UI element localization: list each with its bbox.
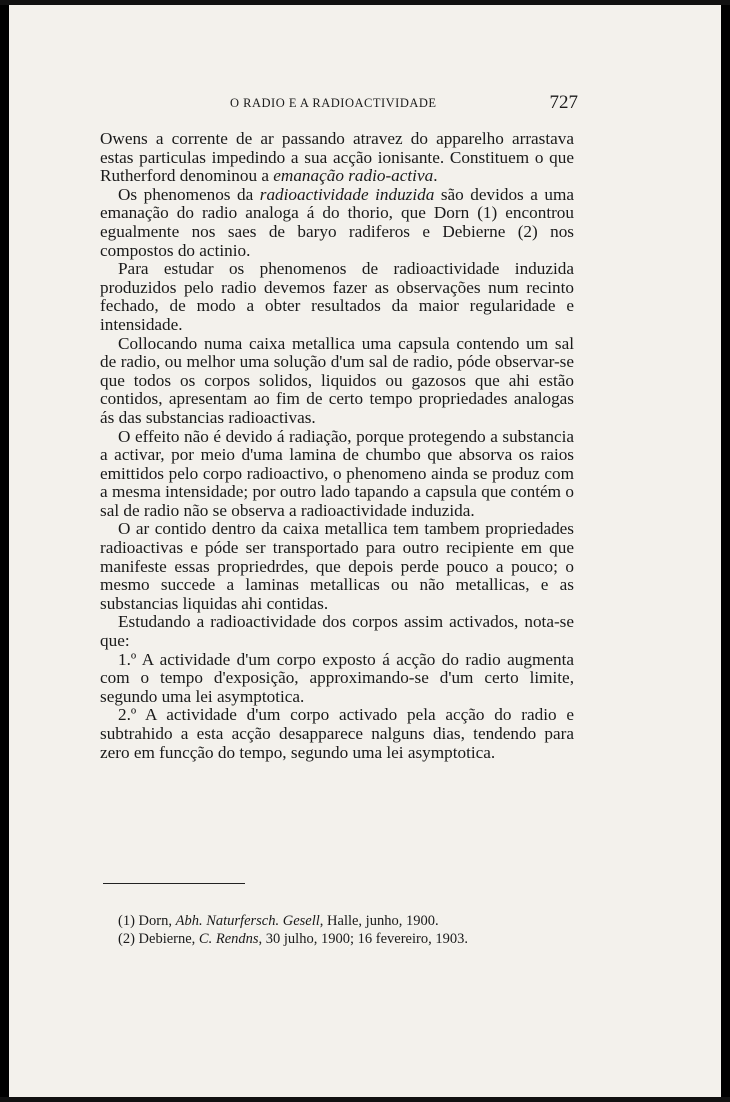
body-text [100,130,574,762]
text-run: (2) Debierne, [118,931,199,947]
text-run: , 30 julho, 1900; 16 fevereiro, 1903. [258,931,468,947]
paragraph [100,260,574,334]
scan-border-top [0,0,730,5]
text-run: Collocando numa caixa metallica uma capsula contendo um sal de radio, ou melhor uma solução d'um sal de radio, póde observar-se que todos os corpos solidos, liquidos ou gazosos que ahi estão contidos, apresentam ao fim de certo tempo propriedades analogas ás das substancias radioactivas. [100,333,574,427]
text-run: Estudando a radioactividade dos corpos assim activados, nota-se que: [100,612,574,651]
italic-text: radioactividade induzida [259,184,435,204]
running-title: O RADIO E A RADIOACTIVIDADE [230,96,437,110]
text-run: Os phenomenos da [118,184,260,204]
text-run: (1) Dorn, [118,913,176,929]
text-run: são devidos a uma emanação do radio analoga á do thorio, que Dorn (1) encontrou egualmente nos saes de baryo radiferos e Debierne (2) nos compostos do actinio. [100,184,574,260]
text-run: Para estudar os phenomenos de radioactividade induzida produzidos pelo radio devemos fazer as observações num recinto fechado, de modo a obter resultados da maior regularidade e intensidade. [100,259,574,334]
paragraph [100,520,574,613]
text-run: Owens a corrente de ar passando atravez do apparelho arrastava estas particulas impedindo a sua acção ionisante. Constituem o que Rutherford denominou a [100,129,574,186]
scan-border-left [0,0,9,1102]
scan-border-bottom [0,1097,730,1102]
scan-border-right [721,0,730,1102]
text-run: O effeito não é devido á radiação, porque protegendo a substancia a activar, por meio d'uma lamina de chumbo que absorva os raios emittidos pelo corpo radioactivo, o phenomeno ainda se produz com a mesma intensidade; por outro lado tapando a capsula que contém o sal de radio não se observa a radioactividade induzida. [100,426,574,520]
paragraph [100,613,574,650]
italic-text: Abh. Naturfersch. Gesell [175,913,320,929]
text-run: O ar contido dentro da caixa metallica tem tambem propriedades radioactivas e póde ser transportado para outro recipiente em que manifeste essas propriedrdes, que depois perde pouco a pouco; o mesmo succede a laminas metallicas ou não metallicas, e as substancias liquidas ahi contidas. [100,519,574,613]
text-run: 2.º A actividade d'um corpo activado pela acção do radio e subtrahido a esta acção desapparece nalguns dias, tendendo para zero em funcção do tempo, segundo uma lei asymptotica. [100,705,574,762]
footnote-rule [103,883,245,884]
paragraph [100,428,574,521]
paragraph [100,186,574,260]
text-run: , Halle, junho, 1900. [319,913,439,929]
italic-text: C. Rendns [198,931,259,947]
footnotes [118,912,578,948]
paragraph [100,130,574,186]
page-number: 727 [549,92,578,113]
paragraph [100,335,574,428]
paragraph [100,706,574,762]
italic-text: emanação radio-activa [273,166,434,186]
text-run: . [433,166,438,186]
text-run: 1.º A actividade d'um corpo exposto á acção do radio augmenta com o tempo d'exposição, approximando-se d'um certo limite, segundo uma lei asymptotica. [100,649,574,706]
footnote [118,912,578,930]
footnote [118,930,578,948]
paragraph [100,651,574,707]
page-header [100,92,578,114]
